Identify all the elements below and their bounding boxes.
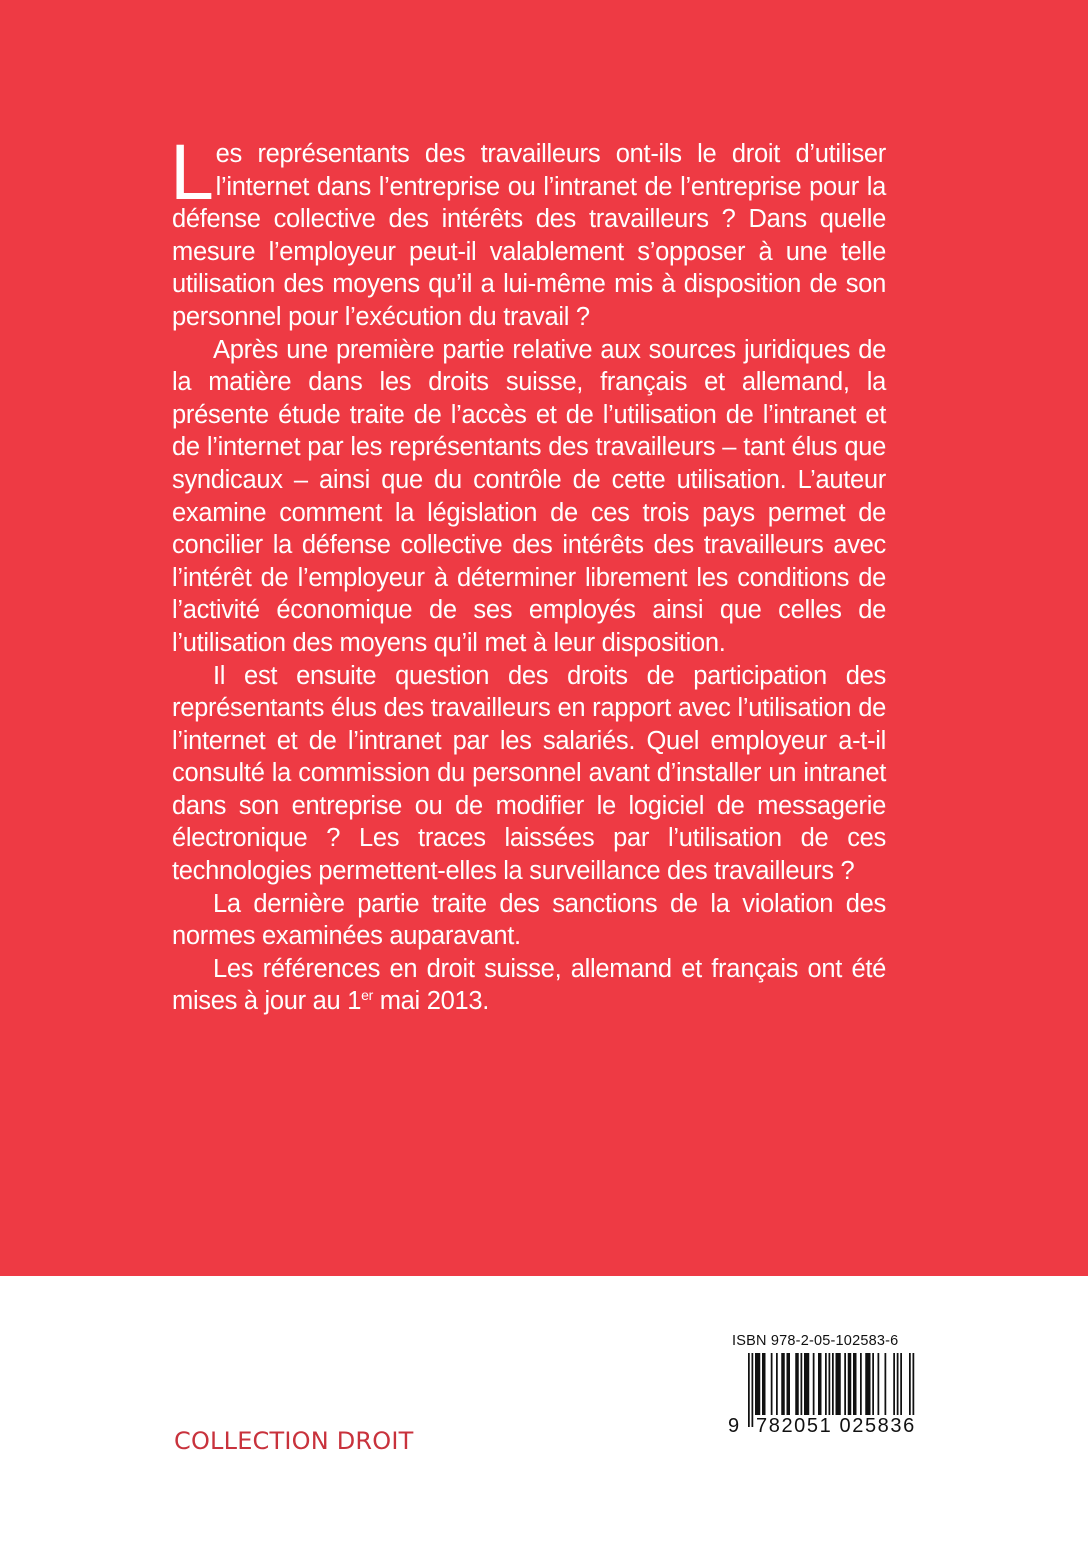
- blurb-paragraph-1: [170, 127, 886, 334]
- barcode-bar: [844, 1353, 846, 1415]
- barcode-bar: [878, 1353, 880, 1415]
- barcode-bar: [872, 1353, 874, 1415]
- barcode-bar: [755, 1353, 760, 1415]
- barcode-bar: [860, 1353, 862, 1415]
- barcode-bar: [897, 1353, 899, 1415]
- barcode-bar: [801, 1353, 803, 1415]
- barcode-bar: [865, 1353, 870, 1415]
- blurb-paragraph-2: Après une première partie relative aux sources juridiques de la matière dans les droits suisse, français et allemand, la présente étude traite de l’accès et de l’utilisation de l’intranet et de l’internet par les représentants des travailleurs – tant élus que syndicaux – ainsi que du contrôle de cette utilisation. L’auteur examine comment la législation de ces trois pays permet de concilier la défense collective des intérêts des travailleurs avec l’intérêt de l’employeur à déterminer librement les conditions de l’activité économique de ses employés ainsi que celles de l’utilisation des moyens qu’il met à leur disposition.: [172, 335, 886, 657]
- barcode-bar: [900, 1353, 902, 1415]
- barcode-bar: [771, 1353, 773, 1415]
- ean-digits: 782051 025836: [754, 1415, 924, 1438]
- barcode-bar: [825, 1353, 827, 1415]
- drop-cap: L: [170, 127, 214, 216]
- back-cover-blurb: [170, 127, 886, 1018]
- blurb-paragraph-3: Il est ensuite question des droits de participation des représentants élus des travailleurs en rapport avec l’utilisation de l’internet et de l’intranet par les salariés. Quel employeur a-t-il consulté la commission du personnel avant d’installer un intranet dans son entreprise ou de modifier le logiciel de messagerie électronique ? Les traces laissées par l’utilisation de ces technologies permettent-elles la surveillance des travailleurs ?: [172, 661, 886, 886]
- blurb-paragraph-5-text: Les références en droit suisse, allemand et français ont été mises à jour au 1: [172, 954, 886, 1016]
- barcode-bar: [795, 1353, 799, 1415]
- barcode-bar: [853, 1353, 857, 1415]
- barcode-bar: [813, 1353, 815, 1415]
- barcode-bar: [848, 1353, 852, 1415]
- barcode-bar: [762, 1353, 766, 1415]
- barcode-guard-bar: [752, 1353, 754, 1427]
- barcode-bar: [804, 1353, 809, 1415]
- blurb-paragraph-5-date: mai 2013.: [372, 987, 490, 1016]
- barcode-bar: [818, 1353, 822, 1415]
- isbn-label: ISBN 978-2-05-102583-6: [732, 1333, 899, 1349]
- collection-name: COLLECTION DROIT: [174, 1427, 414, 1455]
- barcode-bar: [893, 1353, 895, 1415]
- blurb-paragraph-4: La dernière partie traite des sanctions de la violation des normes examinées auparavant.: [172, 889, 886, 951]
- isbn-barcode: [728, 1333, 928, 1453]
- barcode-bar: [781, 1353, 785, 1415]
- blurb-paragraph-5: [172, 953, 886, 1018]
- barcode-bar: [776, 1353, 778, 1415]
- barcode-bar: [836, 1353, 841, 1415]
- barcode-bar: [885, 1353, 887, 1415]
- ean-first-digit: 9: [728, 1415, 740, 1437]
- ordinal-superscript: er: [361, 987, 373, 1004]
- barcode-bar: [787, 1353, 791, 1415]
- blurb-paragraph-1-text: es représentants des travailleurs ont-ils le droit d’utiliser l’internet dans l’entreprise ou l’intranet de l’entreprise pour la défense collective des intérêts des travailleurs ? Dans quelle mesure l’employeur peut-il valablement s’opposer à une telle utilisation des moyens qu’il a lui-même mis à disposition de son personnel pour l’exécution du travail ?: [172, 140, 886, 331]
- barcode-guard-bar: [748, 1353, 750, 1427]
